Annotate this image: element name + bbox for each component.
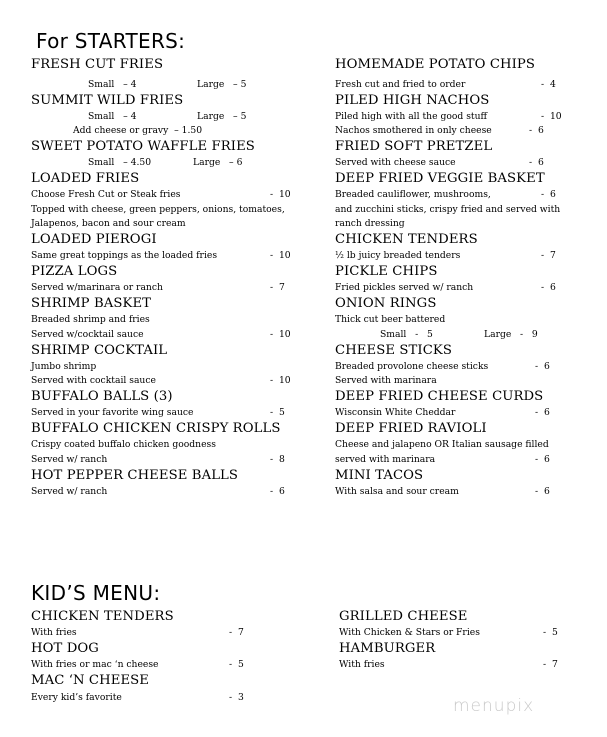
item-desc: Large - 9 [484,329,538,340]
item-desc: Choose Fresh Cut or Steak fries [31,189,181,200]
item-name: FRIED SOFT PRETZEL [335,139,493,154]
item-desc: Same great toppings as the loaded fries [31,250,218,261]
item-desc: Wisconsin White Cheddar [335,407,456,418]
item-desc: Small – 4.50 [88,157,152,168]
item-name: SHRIMP BASKET [31,296,152,311]
item-desc: Small – 4 [88,79,137,90]
item-name: PICKLE CHIPS [335,264,438,279]
item-desc: Topped with cheese, green peppers, onions, tomatoes, [31,204,285,215]
item-price: - 10 [270,329,291,340]
item-price: - 5 [229,659,244,670]
item-desc: Crispy coated buffalo chicken goodness [31,439,216,450]
item-price: - 7 [543,659,558,670]
item-price: - 7 [270,282,285,293]
item-name: CHICKEN TENDERS [31,609,174,624]
item-desc: With salsa and sour cream [335,486,459,497]
kids-heading: KID’S MENU: [31,581,161,605]
item-name: BUFFALO BALLS (3) [31,389,173,404]
item-desc: Thick cut beer battered [335,314,446,325]
item-name: MAC ‘N CHEESE [31,673,150,688]
item-name: GRILLED CHEESE [339,609,468,624]
item-price: - 6 [541,189,556,200]
item-price: - 6 [529,125,544,136]
item-desc: Fresh cut and fried to order [335,79,466,90]
item-desc: Small – 4 [88,111,137,122]
item-price: - 7 [541,250,556,261]
item-desc: served with marinara [335,454,436,465]
item-price: - 3 [229,692,244,703]
item-desc: Every kid’s favorite [31,692,122,703]
item-name: HOMEMADE POTATO CHIPS [335,57,536,72]
item-name: SUMMIT WILD FRIES [31,93,184,108]
item-desc: With fries [339,659,385,670]
item-desc: Add cheese or gravy – 1.50 [73,125,203,136]
item-name: HAMBURGER [339,641,436,656]
item-desc: With fries [31,627,77,638]
item-desc: Breaded cauliflower, mushrooms, [335,189,491,200]
item-price: - 6 [535,454,550,465]
item-name: SWEET POTATO WAFFLE FRIES [31,139,255,154]
item-name: BUFFALO CHICKEN CRISPY ROLLS [31,421,281,436]
item-desc: Large – 5 [197,111,247,122]
item-desc: Served w/cocktail sauce [31,329,144,340]
item-name: CHICKEN TENDERS [335,232,478,247]
watermark-logo: menupix [453,696,535,716]
starters-heading: For STARTERS: [36,29,186,53]
item-desc: Served w/ ranch [31,454,108,465]
item-price: - 4 [541,79,556,90]
item-desc: Served with cheese sauce [335,157,456,168]
item-name: PILED HIGH NACHOS [335,93,490,108]
item-desc: With Chicken & Stars or Fries [339,627,480,638]
item-price: - 7 [229,627,244,638]
item-price: - 10 [270,250,291,261]
item-price: - 6 [270,486,285,497]
item-name: SHRIMP COCKTAIL [31,343,168,358]
item-name: PIZZA LOGS [31,264,118,279]
item-price: - 10 [270,189,291,200]
item-price: - 6 [541,282,556,293]
item-name: DEEP FRIED VEGGIE BASKET [335,171,545,186]
item-name: HOT PEPPER CHEESE BALLS [31,468,239,483]
item-price: - 6 [535,407,550,418]
item-desc: Large – 6 [193,157,243,168]
item-desc: Fried pickles served w/ ranch [335,282,474,293]
item-desc: Served w/ ranch [31,486,108,497]
item-name: HOT DOG [31,641,99,656]
item-desc: Nachos smothered in only cheese [335,125,492,136]
item-desc: Jumbo shrimp [31,361,97,372]
item-name: ONION RINGS [335,296,437,311]
item-desc: Small - 5 [380,329,433,340]
item-desc: Piled high with all the good stuff [335,111,488,122]
item-desc: Large – 5 [197,79,247,90]
item-desc: Breaded provolone cheese sticks [335,361,489,372]
item-desc: Cheese and jalapeno OR Italian sausage filled [335,439,549,450]
item-name: LOADED PIEROGI [31,232,157,247]
item-price: - 6 [529,157,544,168]
item-desc: Served in your favorite wing sauce [31,407,194,418]
item-name: CHEESE STICKS [335,343,453,358]
item-desc: and zucchini sticks, crispy fried and served with [335,204,561,215]
item-name: MINI TACOS [335,468,424,483]
item-desc: Jalapenos, bacon and sour cream [31,218,186,229]
item-price: - 10 [270,375,291,386]
item-price: - 5 [543,627,558,638]
item-desc: Served with marinara [335,375,437,386]
item-name: LOADED FRIES [31,171,140,186]
item-desc: Served w/marinara or ranch [31,282,163,293]
item-price: - 8 [270,454,285,465]
item-price: - 6 [535,361,550,372]
item-name: DEEP FRIED RAVIOLI [335,421,487,436]
item-price: - 6 [535,486,550,497]
item-price: - 5 [270,407,285,418]
item-price: - 10 [541,111,562,122]
item-desc: With fries or mac ‘n cheese [31,659,159,670]
item-desc: ranch dressing [335,218,405,229]
item-desc: Served with cocktail sauce [31,375,156,386]
item-desc: Breaded shrimp and fries [31,314,150,325]
item-name: FRESH CUT FRIES [31,57,164,72]
item-desc: ½ lb juicy breaded tenders [335,250,461,261]
item-name: DEEP FRIED CHEESE CURDS [335,389,544,404]
